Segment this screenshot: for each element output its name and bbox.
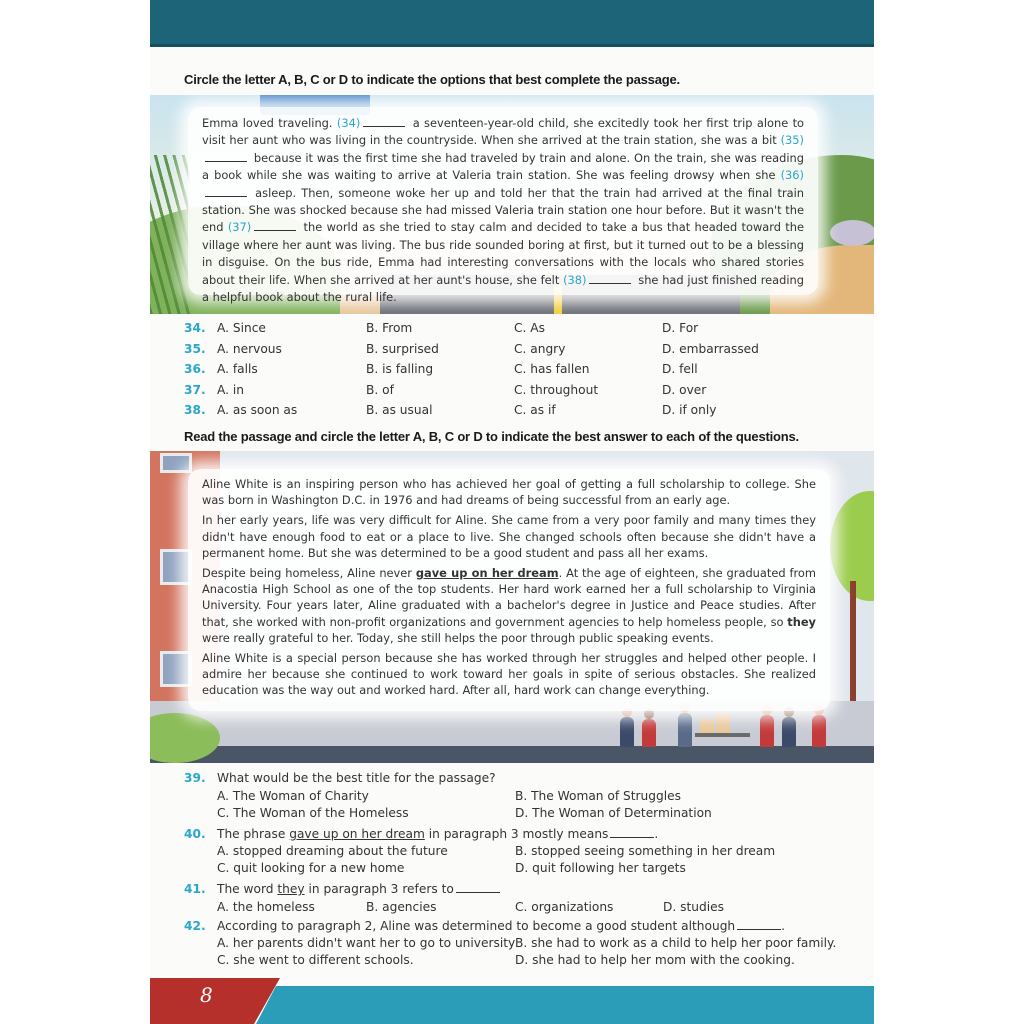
option-a[interactable]: A. Since xyxy=(217,321,266,335)
option-c[interactable]: C. throughout xyxy=(514,383,599,397)
charity-table-decor xyxy=(695,733,750,737)
option-c[interactable]: C. as if xyxy=(514,403,556,417)
question-number: 38. xyxy=(184,403,206,417)
q41-blank xyxy=(456,882,500,893)
rock-decor xyxy=(830,220,874,246)
footer-bar xyxy=(256,986,874,1024)
q42-option-a[interactable]: A. her parents didn't want her to go to university xyxy=(217,936,516,950)
q40-option-a[interactable]: A. stopped dreaming about the future xyxy=(217,844,448,858)
highlighted-word: they xyxy=(787,614,816,629)
q42-blank xyxy=(737,919,781,930)
p3-text-c: were really grateful to her. Today, she still helps the poor through public speaking events. xyxy=(202,630,714,645)
question-text: The phrase gave up on her dream in paragraph 3 mostly means . xyxy=(217,827,659,841)
gap-36-blank[interactable] xyxy=(205,186,247,197)
q41-text-b: in paragraph 3 refers to xyxy=(308,882,454,896)
passage2-paragraph-3 xyxy=(202,565,816,646)
q40-option-d[interactable]: D. quit following her targets xyxy=(515,861,686,875)
q42-option-b[interactable]: B. she had to work as a child to help her poor family. xyxy=(515,936,837,950)
option-a[interactable]: A. nervous xyxy=(217,342,282,356)
passage1-seg1: Emma loved traveling. xyxy=(202,116,333,130)
travel-illustration xyxy=(150,95,874,314)
q40-phrase: gave up on her dream xyxy=(289,827,425,841)
passage1-seg3: because it was the first time she had traveled by train and alone. On the train, she was reading a book while she was waiting to arrive at Valeria train station. She was feeling drowsy when she xyxy=(202,150,804,183)
city-illustration xyxy=(150,451,874,763)
option-b[interactable]: B. as usual xyxy=(366,403,433,417)
header-bar xyxy=(150,0,874,47)
gap-37-label: (37) xyxy=(227,220,252,235)
passage1-card xyxy=(188,107,818,305)
page-number: 8 xyxy=(200,983,213,1007)
option-a[interactable]: A. falls xyxy=(217,362,258,376)
question-number: 36. xyxy=(184,362,206,376)
q40-text-a: The phrase xyxy=(217,827,286,841)
question-text: What would be the best title for the passage? xyxy=(217,771,496,785)
passage1-seg6: she had just finished reading a helpful book about the rural life. xyxy=(202,272,805,305)
gap-37-blank[interactable] xyxy=(254,220,296,231)
passage2-paragraph-1: Aline White is an inspiring person who has achieved her goal of getting a full scholarship to college. She was born in Washington D.C. in 1976 and had dreams of being successful from an early age. xyxy=(202,477,816,508)
option-d[interactable]: D. over xyxy=(662,383,707,397)
passage2-paragraph-2: In her early years, life was very difficult for Aline. She came from a very poor family and many times they didn't have enough food to eat or a place to live. She changed schools often because she didn't have a permanent home. But she was determined to be a good student and pass all her exams. xyxy=(202,513,816,560)
q42-option-d[interactable]: D. she had to help her mom with the cooking. xyxy=(515,953,795,967)
option-c[interactable]: C. has fallen xyxy=(514,362,590,376)
q40-text-b: in paragraph 3 mostly means xyxy=(428,827,609,841)
gap-36-label: (36) xyxy=(780,168,804,183)
option-b[interactable]: B. surprised xyxy=(366,342,439,356)
instruction-part2: Read the passage and circle the letter A, B, C or D to indicate the best answer to each of the questions. xyxy=(184,429,799,444)
option-b[interactable]: B. of xyxy=(366,383,394,397)
q40-blank xyxy=(610,827,654,838)
q39-option-a[interactable]: A. The Woman of Charity xyxy=(217,789,369,803)
question-number: 40. xyxy=(184,827,206,841)
option-c[interactable]: C. As xyxy=(514,321,545,335)
q40-option-c[interactable]: C. quit looking for a new home xyxy=(217,861,405,875)
q39-option-d[interactable]: D. The Woman of Determination xyxy=(515,806,712,820)
box-decor xyxy=(700,719,714,733)
q39-option-c[interactable]: C. The Woman of the Homeless xyxy=(217,806,409,820)
q40-option-b[interactable]: B. stopped seeing something in her dream xyxy=(515,844,776,858)
question-number: 35. xyxy=(184,342,206,356)
window-decor xyxy=(160,453,192,473)
person-decor xyxy=(760,715,774,747)
passage1-seg4: asleep. Then, someone woke her up and told her that the train had arrived at the final train station. She was shocked because she had missed Valeria train station one hour before. But it wasn't the end xyxy=(202,185,805,235)
box-decor xyxy=(716,713,730,733)
passage1-text xyxy=(202,115,804,306)
option-b[interactable]: B. is falling xyxy=(366,362,434,376)
person-decor xyxy=(678,713,692,747)
p3-text-b: . At the age of eighteen, she graduated from Anacostia High School as one of the top students. Her hard work earned her a full scholarship to Virginia University. Four years later, Aline graduated with a bachelor's degree in Justice and Peace studies. After that, she worked with non-profit organizations and government agencies to help homeless people, so xyxy=(202,566,816,629)
instruction-part1: Circle the letter A, B, C or D to indicate the options that best complete the passage. xyxy=(184,72,680,87)
passage1-seg2: a seventeen-year-old child, she excitedly took her first trip alone to visit her aunt who was living in the countryside. When she arrived at the train station, she was a bit xyxy=(202,116,805,148)
highlighted-phrase: gave up on her dream xyxy=(415,566,559,581)
person-decor xyxy=(782,717,796,747)
question-text xyxy=(217,882,500,896)
gap-35-blank[interactable] xyxy=(205,151,247,162)
question-text: According to paragraph 2, Aline was determined to become a good student although . xyxy=(217,919,786,933)
option-d[interactable]: D. fell xyxy=(662,362,698,376)
q41-word: they xyxy=(277,882,305,896)
passage1-seg5: the world as she tried to stay calm and decided to take a bus that headed toward the village where her aunt was living. The bus ride sounded boring at first, but it turned out to be a blessing in disguise. On the bus ride, Emma had interesting conversations with the locals who shared stories about their life. When she arrived at her aunt's house, she felt xyxy=(202,220,804,287)
gap-34-blank[interactable] xyxy=(363,116,405,127)
person-decor xyxy=(812,715,826,747)
street-decor xyxy=(150,746,874,763)
q42-option-c[interactable]: C. she went to different schools. xyxy=(217,953,414,967)
q41-option-d[interactable]: D. studies xyxy=(663,900,724,914)
gap-34-label: (34) xyxy=(336,116,361,130)
p3-text-a: Despite being homeless, Aline never xyxy=(202,566,412,581)
question-number: 34. xyxy=(184,321,206,335)
option-a[interactable]: A. in xyxy=(217,383,244,397)
option-d[interactable]: D. embarrassed xyxy=(662,342,759,356)
q41-text-a: The word xyxy=(217,882,274,896)
q41-option-c[interactable]: C. organizations xyxy=(515,900,614,914)
question-number: 42. xyxy=(184,919,206,933)
question-number: 39. xyxy=(184,771,206,785)
grass-decor xyxy=(150,155,190,314)
q39-option-b[interactable]: B. The Woman of Struggles xyxy=(515,789,681,803)
q42-text: According to paragraph 2, Aline was determined to become a good student although xyxy=(217,919,736,933)
option-a[interactable]: A. as soon as xyxy=(217,403,298,417)
workbook-page xyxy=(150,0,874,1024)
gap-38-label: (38) xyxy=(563,272,587,287)
question-number: 41. xyxy=(184,882,206,896)
option-d[interactable]: D. if only xyxy=(662,403,717,417)
gap-38-blank[interactable] xyxy=(589,273,631,284)
option-d[interactable]: D. For xyxy=(662,321,699,335)
gap-35-label: (35) xyxy=(780,133,804,148)
q41-option-b[interactable]: B. agencies xyxy=(366,900,437,914)
option-c[interactable]: C. angry xyxy=(514,342,566,356)
q41-option-a[interactable]: A. the homeless xyxy=(217,900,315,914)
option-b[interactable]: B. From xyxy=(366,321,413,335)
person-decor xyxy=(642,719,656,747)
passage2-paragraph-4: Aline White is a special person because she has worked through her struggles and helped other people. I admire her because she continued to work toward her goals in spite of serious obstacles. She realized education was the way out and worked hard. After all, hard work can change everything. xyxy=(202,651,816,698)
person-decor xyxy=(620,717,634,747)
passage2-card xyxy=(188,469,830,711)
question-number: 37. xyxy=(184,383,206,397)
